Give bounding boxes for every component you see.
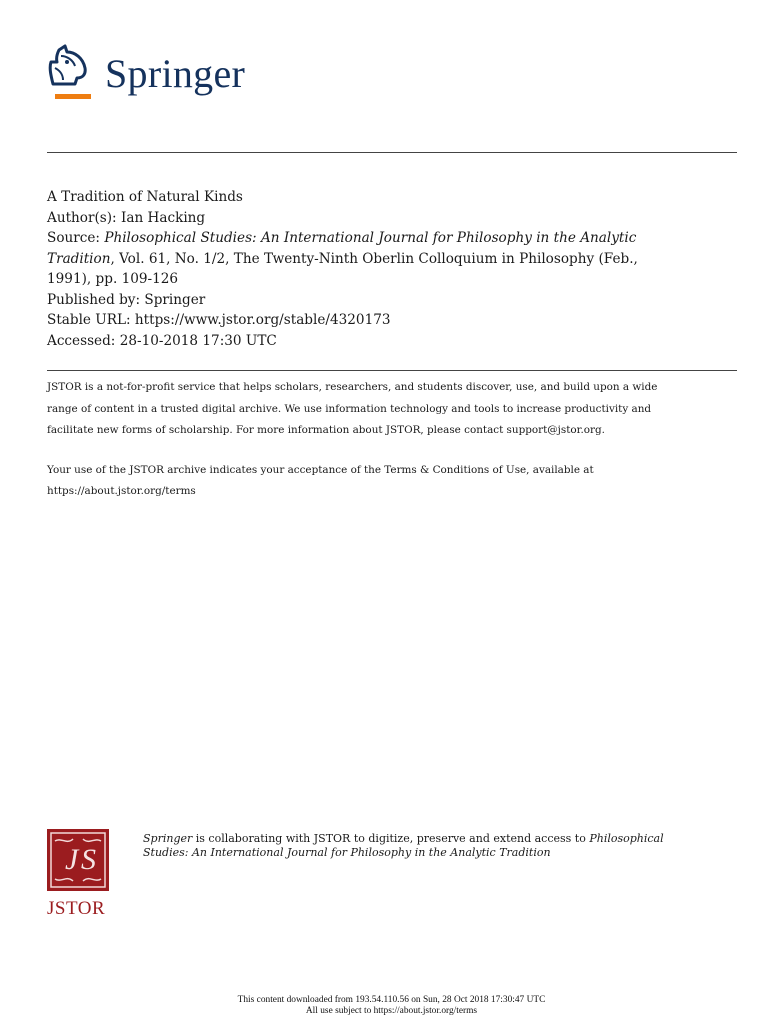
download-footer bbox=[0, 995, 783, 1016]
jstor-emblem-icon bbox=[47, 829, 109, 891]
jstor-terms bbox=[47, 377, 747, 503]
terms-paragraph-2-line-1: Your use of the JSTOR archive indicates your acceptance of the Terms & Conditions of Use, available at bbox=[47, 463, 594, 476]
svg-text:J: J bbox=[65, 843, 79, 876]
middle-divider bbox=[47, 370, 737, 371]
article-title: A Tradition of Natural Kinds bbox=[47, 189, 243, 205]
publisher-line: Published by: Springer bbox=[47, 291, 206, 308]
terms-paragraph-1-line-2: range of content in a trusted digital archive. We use information technology and tools to increase productivity and bbox=[47, 402, 652, 415]
accessed-line: Accessed: 28-10-2018 17:30 UTC bbox=[47, 332, 277, 349]
source-line-3: 1991), pp. 109-126 bbox=[47, 271, 179, 287]
source-line-2: Tradition, Vol. 61, No. 1/2, The Twenty-Ninth Oberlin Colloquium in Philosophy (Feb., bbox=[47, 250, 638, 267]
terms-paragraph-1-line-1: JSTOR is a not-for-profit service that helps scholars, researchers, and students discover, use, and build upon a wide bbox=[47, 381, 658, 393]
springer-wordmark: Springer bbox=[105, 51, 246, 96]
terms-link[interactable]: https://about.jstor.org/terms bbox=[47, 485, 196, 497]
collaboration-line-2: Studies: An International Journal for Philosophy in the Analytic Tradition bbox=[143, 845, 551, 859]
journal-title: Philosophical Studies: An International Journal for Philosophy in the Analytic bbox=[104, 230, 637, 246]
terms-paragraph-1-line-3: facilitate new forms of scholarship. For more information about JSTOR, please contact support@jstor.org. bbox=[47, 424, 605, 436]
svg-text:S: S bbox=[81, 843, 96, 876]
logo-underline bbox=[55, 94, 91, 99]
jstor-logo bbox=[47, 829, 111, 921]
footer-line-2: All use subject to https://about.jstor.org/terms bbox=[305, 1005, 478, 1016]
stable-url-link[interactable]: https://www.jstor.org/stable/4320173 bbox=[134, 312, 391, 328]
article-metadata bbox=[47, 187, 747, 351]
footer-line-1: This content downloaded from 193.54.110.56 on Sun, 28 Oct 2018 17:30:47 UTC bbox=[237, 995, 546, 1005]
top-divider bbox=[47, 152, 737, 153]
stable-url-line: Stable URL: https://www.jstor.org/stable/4320173 bbox=[47, 312, 391, 328]
collaboration-line-1: Springer is collaborating with JSTOR to digitize, preserve and extend access to Philosophical bbox=[143, 832, 664, 845]
jstor-wordmark: JSTOR bbox=[47, 898, 106, 919]
collaboration-statement bbox=[143, 832, 743, 859]
springer-logo bbox=[45, 44, 275, 104]
horse-head-icon bbox=[45, 44, 95, 102]
author-name: Ian Hacking bbox=[120, 209, 206, 226]
source-line-1: Source: Philosophical Studies: An International Journal for Philosophy in the Analytic bbox=[47, 230, 637, 246]
author-line: Author(s): Ian Hacking bbox=[47, 209, 206, 226]
